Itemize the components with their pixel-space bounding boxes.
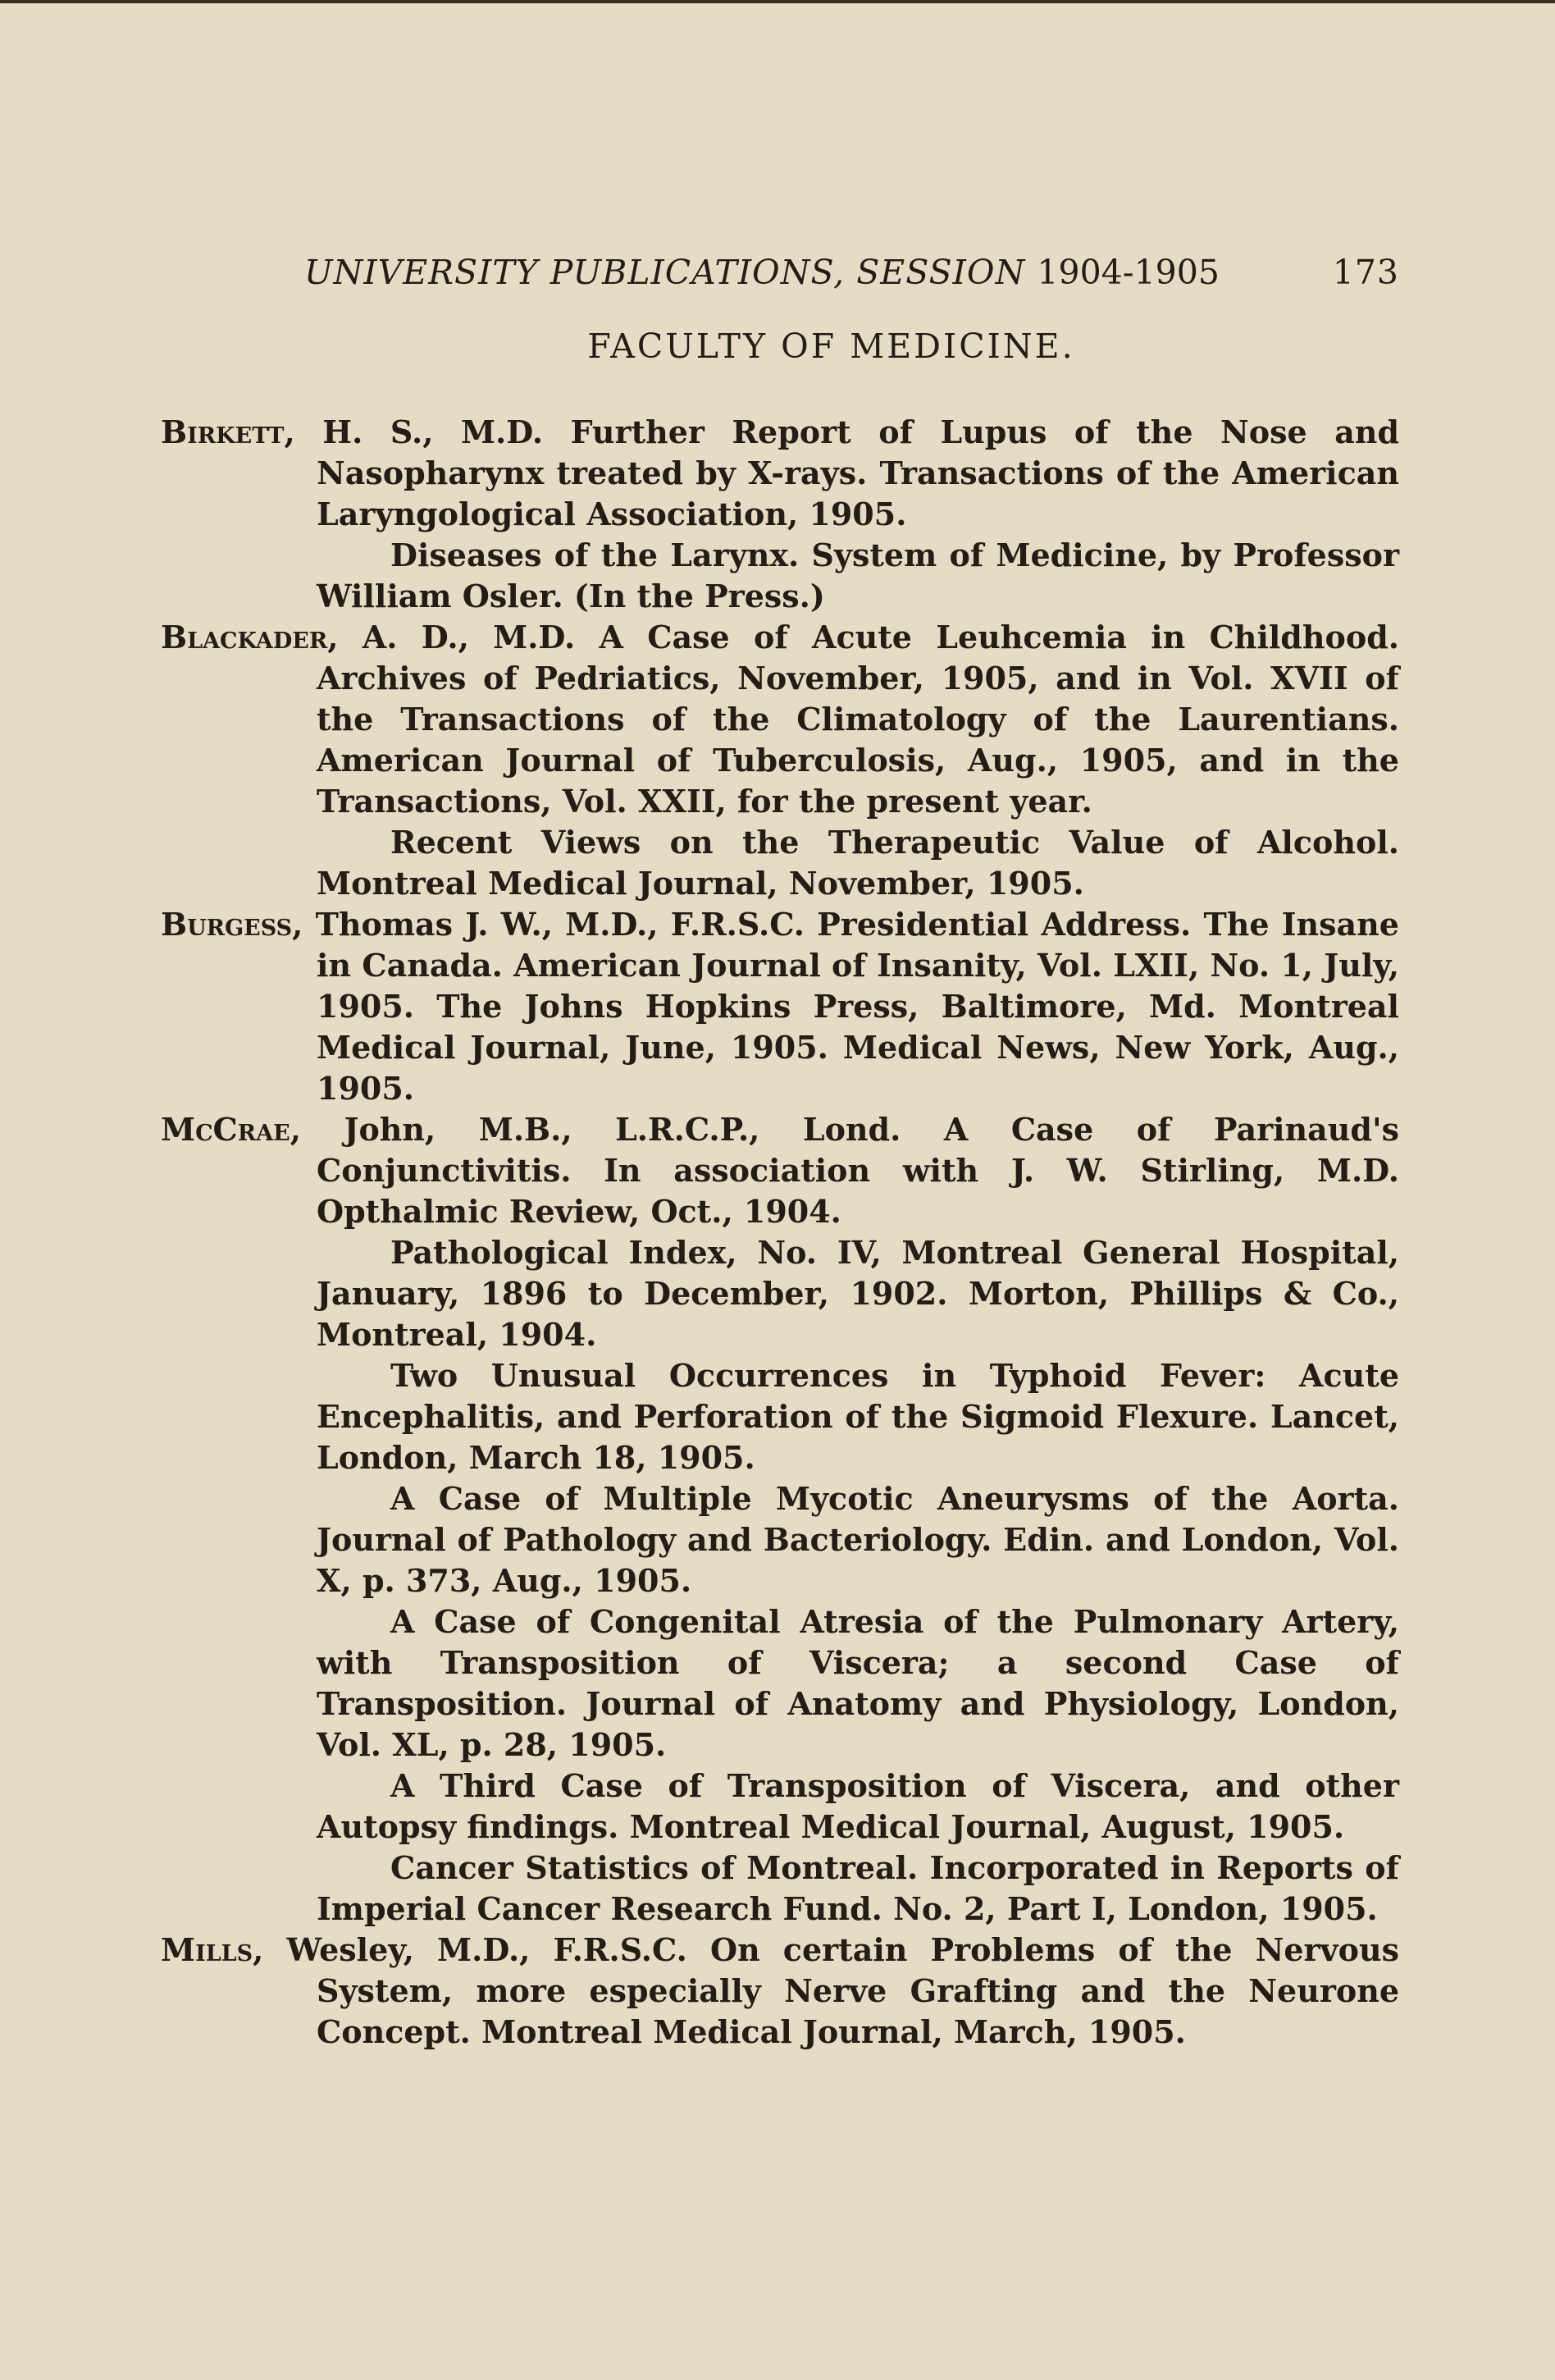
page-number: 173 — [1332, 253, 1399, 292]
running-head — [161, 246, 1399, 295]
entry-text: Further Report of Lupus of the Nose and Nasopharynx treated by X-rays. Transactions of the American Laryngological Association, 1905. — [317, 413, 1400, 532]
author-credentials: , John, M.B., L.R.C.P., Lond. — [290, 1111, 901, 1148]
entry-continuation: A Case of Multiple Mycotic Aneurysms of the Aorta. Journal of Pathology and Bacteriology. Edin. and London, Vol. X, p. 373, Aug., 1905. — [317, 1480, 1399, 1599]
bibliography-entry — [161, 1930, 1399, 2053]
author-surname: Burgess — [161, 906, 293, 943]
author-credentials: , Wesley, M.D., F.R.S.C. — [253, 1931, 687, 1968]
author-name — [161, 906, 805, 943]
author-credentials: , A. D., M.D. — [327, 619, 576, 656]
author-surname: Birkett — [161, 413, 285, 450]
author-name — [161, 1111, 901, 1148]
entry-text: On certain Problems of the Nervous System, more especially Nerve Grafting and the Neurone Concept. Montreal Medical Journal, March, 1905. — [317, 1931, 1399, 2050]
bibliography-entry — [161, 904, 1399, 1109]
session-years: 1904-1905 — [1037, 253, 1220, 292]
bibliography-entry — [161, 617, 1399, 822]
bibliography-entry — [161, 1109, 1399, 1232]
author-surname: Blackader — [161, 619, 328, 656]
author-credentials: , Thomas J. W., M.D., F.R.S.C. — [292, 906, 805, 943]
entry-text: A Case of Parinaud's Conjunctivitis. In association with J. W. Stirling, M.D. Opthalmic Review, Oct., 1904. — [317, 1111, 1399, 1230]
series-title — [304, 253, 1220, 292]
section-title: FACULTY OF MEDICINE. — [587, 327, 1075, 366]
entry-continuation: Cancer Statistics of Montreal. Incorporated in Reports of Imperial Cancer Research Fund. No. 2, Part I, London, 1905. — [317, 1849, 1399, 1927]
entry-text: A Case of Acute Leuhcemia in Childhood. Archives of Pedriatics, November, 1905, and in Vol. XVII of the Transactions of the Climatology of the Laurentians. American Journal of Tuberculosis, Aug., 1905, and in the Transactions, Vol. XXII, for the present year. — [317, 619, 1399, 820]
entry-continuation: Diseases of the Larynx. System of Medicine, by Professor William Osler. (In the Press.) — [317, 537, 1399, 614]
bibliography-entry — [161, 412, 1399, 535]
entry-continuation: Two Unusual Occurrences in Typhoid Fever: Acute Encephalitis, and Perforation of the Sigmoid Flexure. Lancet, London, March 18, 1905. — [317, 1357, 1399, 1476]
entry-continuation: Recent Views on the Therapeutic Value of Alcohol. Montreal Medical Journal, November, 1905. — [317, 824, 1399, 902]
author-credentials: , H. S., M.D. — [284, 413, 544, 450]
author-name — [161, 619, 575, 656]
author-name — [161, 413, 543, 450]
page-top-edge — [0, 0, 1555, 3]
author-name — [161, 1931, 687, 1968]
entry-continuation: Pathological Index, No. IV, Montreal General Hospital, January, 1896 to December, 1902. Morton, Phillips & Co., Montreal, 1904. — [317, 1234, 1399, 1353]
author-surname: McCrae — [161, 1111, 290, 1148]
entry-continuation: A Third Case of Transposition of Viscera, and other Autopsy findings. Montreal Medical Journal, August, 1905. — [317, 1767, 1399, 1845]
entry-text: Presidential Address. The Insane in Canada. American Journal of Insanity, Vol. LXII, No. 1, July, 1905. The Johns Hopkins Press, Baltimore, Md. Montreal Medical Journal, June, 1905. Medical News, New York, Aug., 1905. — [317, 906, 1399, 1107]
author-surname: Mills — [161, 1931, 253, 1968]
bibliography-list — [161, 412, 1399, 2053]
entry-continuation: A Case of Congenital Atresia of the Pulmonary Artery, with Transposition of Viscera; a second Case of Transposition. Journal of Anatomy and Physiology, London, Vol. XL, p. 28, 1905. — [317, 1603, 1399, 1763]
book-page — [161, 246, 1399, 2053]
series-title-text: UNIVERSITY PUBLICATIONS, SESSION — [304, 253, 1026, 292]
